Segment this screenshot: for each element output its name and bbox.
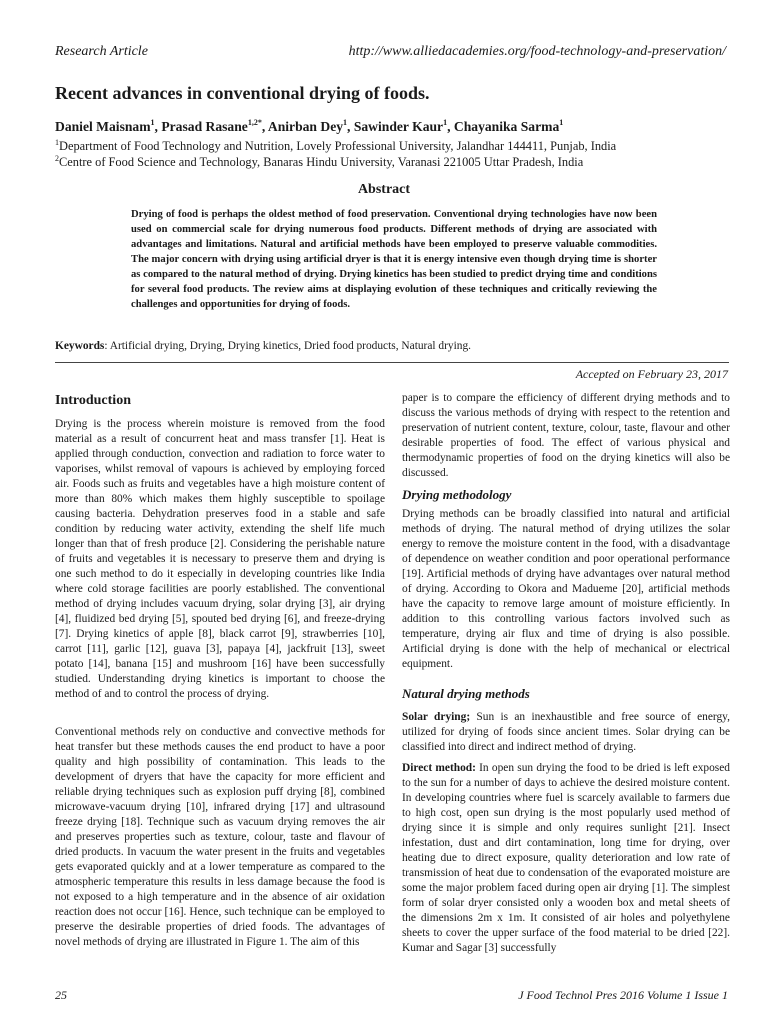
- methodology-paragraph: Drying methods can be broadly classified into natural and artificial methods of drying. The natural method of drying utilizes the solar energy to remove the moisture content in the food, with a disadvantage of dependence on weather condition and poor operational performance [19]. Artificial methods of drying have advantages over natural method of drying. According to Okora and Madueme [20], artificial methods have the capacity to remove large amount of moisture efficiently. In addition to this controlling various factors involved such as temperature, drying air flux and time of drying is also possible. Artificial drying is done with the help of mechanical or electrical equipment.: [402, 508, 730, 670]
- author: Daniel Maisnam$^1$,: [55, 118, 162, 134]
- intro-paragraph-3: paper is to compare the efficiency of different drying methods and to discuss the various methods of drying with respect to the retention and preservation of nutrient content, texture, colour, taste, flavour and other desirable properties of food. The effect of various physical and thermodynamic properties of food on the drying kinetics will also be discussed.: [402, 392, 730, 479]
- accepted-date: Accepted on February 23, 2017: [575, 367, 728, 381]
- keywords: Keywords: Artificial drying, Drying, Drying kinetics, Dried food products, Natural drying.: [55, 340, 472, 352]
- drying-methodology-heading: Drying methodology: [402, 487, 512, 502]
- journal-url-link[interactable]: http://www.alliedacademies.org/food-technology-and-preservation/: [348, 44, 726, 59]
- article-type-label: Research Article: [55, 44, 148, 59]
- affiliation: $^1$Department of Food Technology and Nutrition, Lovely Professional University, Jalandhar 144411, Punjab, India: [55, 138, 617, 153]
- author: Prasad Rasane$^{1,2*}$,: [161, 118, 268, 134]
- author: Anirban Dey$^1$,: [267, 118, 354, 134]
- intro-paragraph-1: Drying is the process wherein moisture is removed from the food material as a result of concurrent heat and mass transfer [1]. Heat is applied through conduction, convection and radiation to force water to vaporises, whilst removal of vapours is achieved by employing forced air. Foods such as fruits and vegetables have a high moisture content of more than 80% which makes them highly susceptible to spoilage causing bacteria. Dehydration preserves food in a stable and safe condition by reducing water activity, extending the shelf life much longer than that of fresh produce [2]. Considering the perishable nature of fruits and vegetables it is necessary to preserve them and drying is one such method to do it especially in developing countries like India where cold storage facilities are poorly established. The conventional method of drying includes vacuum drying, solar drying [3], air drying [4], fluidized bed drying [5], spouted bed drying [6], and freeze-drying [7]. Drying kinetics of apple [8], black carrot [9], strawberries [10], carrot [11], garlic [12], guava [3], papaya [4], jackfruit [13], sweet potato [14], banana [15] and mushroom [16] have been successfully studied. Understanding drying kinetics is important to choose the method of and to control the process of drying.: [55, 418, 385, 700]
- author: Chayanika Sarma$^1$: [453, 118, 564, 134]
- journal-citation: J Food Technol Pres 2016 Volume 1 Issue 1: [518, 988, 728, 1002]
- intro-paragraph-2: Conventional methods rely on conductive and convective methods for heat transfer but these methods causes the end product to have a poor quality and high possibility of contamination. This leads to the development of dryers that have the capacity for more efficient and reliable drying techniques such as explosion puff drying [8], combined microwave-vacuum drying [10], infrared drying [17] and ultrasound freeze drying [18]. Technique such as vacuum drying removes the air and preserves properties such as texture, colour, taste and flavour of dried products. In vacuum the water present in the fruits and vegetables gets evaporated quickly and at a lower temperature as compared to the atmospheric temperature this results in less damage because the food is not exposed to a high temperature and in the absence of air oxidation reaction does not occur [16]. Hence, such technique can be employed to preserve the desirable properties of dried foods. The advantages of novel methods of drying are illustrated in Figure 1. The aim of this: [55, 726, 385, 948]
- direct-method-paragraph: Direct method: In open sun drying the food to be dried is left exposed to the sun for a number of days to achieve the desired moisture content. In developing countries where fuel is scarcely available to farmers due to high cost, open sun drying is the most popularly used method of drying since it is simple and only requires sunlight [21]. Insect infestation, dust and dirt contamination, long time for drying, over heating due to direct exposure, quality deterioration and low rate of transmission of heat due to condensation of the evaporated moisture are some the major problem faced during open air drying [1]. The simplest form of solar dryer consisted only a wooden box and metal sheets of the dimensions 2m x 1m. It consisted of air holes and polyethylene sheets to cover the upper surface of the food material to be dried [22]. Kumar and Sagar [3] successfully: [402, 762, 730, 954]
- introduction-heading: Introduction: [55, 393, 131, 408]
- natural-drying-heading: Natural drying methods: [402, 686, 530, 701]
- paper-title: Recent advances in conventional drying of foods.: [55, 83, 430, 103]
- solar-drying-paragraph: Solar drying; Sun is an inexhaustible and free source of energy, utilized for drying of foods since ancient times. Solar drying can be classified into direct and indirect method of drying.: [402, 711, 730, 753]
- author-list: [55, 119, 563, 135]
- abstract-heading: Abstract: [357, 182, 411, 197]
- section-divider: [55, 362, 729, 363]
- affiliation: $^2$Centre of Food Science and Technology, Banaras Hindu University, Varanasi 221005 Uttar Pradesh, India: [55, 154, 584, 169]
- author: Sawinder Kaur$^1$,: [353, 118, 454, 134]
- page-number: 25: [55, 988, 67, 1002]
- abstract-text: Drying of food is perhaps the oldest method of food preservation. Conventional drying technologies have now been used on commercial scale for drying numerous food products. Different methods of drying are associated with advantages and limitations. Natural and artificial methods have been employed to preserve valuable commodities. The major concern with drying using artificial dryer is that it is energy intensive even though drying time is shorter as compared to the natural method of drying. Drying kinetics has been studied to predict drying time and conditions for several food products. The review aims at displaying evolution of these techniques and critically reviewing the challenges and opportunities for drying of foods.: [131, 209, 657, 310]
